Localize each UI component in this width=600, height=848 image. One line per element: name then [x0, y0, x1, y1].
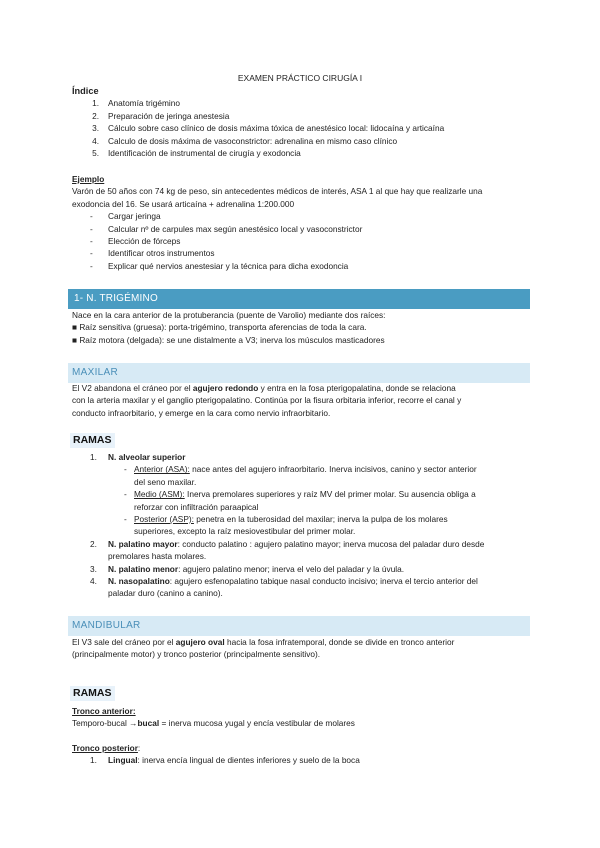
tronco-posterior: [72, 742, 528, 767]
list-item: 4. N. nasopalatino: agujero esfenopalatino tabique nasal conducto incisivo; inerva el tercio anterior del: [90, 576, 478, 587]
mandibular-text: [72, 636, 528, 661]
subheading: Tronco posterior:: [72, 743, 141, 753]
list-item: - Medio (ASM): Inerva premolares superiores y raíz MV del primer molar. Su ausencia obliga a: [124, 489, 476, 500]
document-title: EXAMEN PRÁCTICO CIRUGÍA I: [237, 73, 363, 83]
list-item: 1. Anatomía trigémino: [92, 98, 180, 109]
list-item-continuation: paladar duro (canino a canino).: [108, 588, 223, 599]
index-heading: Índice: [72, 86, 99, 96]
list-item: - Cargar jeringa: [90, 211, 161, 222]
paragraph: ■ Raíz sensitiva (gruesa): porta-trigémino, transporta aferencias de toda la cara.: [72, 322, 367, 333]
section-band-maxilar: MAXILAR: [68, 363, 530, 383]
list-item: 1. N. alveolar superior: [90, 452, 186, 462]
section-band-mandibular: MANDIBULAR: [68, 616, 530, 636]
list-item: 3. Cálculo sobre caso clínico de dosis máxima tóxica de anestésico local: lidocaína y articaína: [92, 123, 445, 134]
paragraph: (principalmente motor) y tronco posterior (principalmente sensitivo).: [72, 649, 321, 660]
list-item: 4. Calculo de dosis máxima de vasoconstrictor: adrenalina en mismo caso clínico: [92, 135, 398, 146]
list-item-continuation: premolares hasta molares.: [108, 551, 207, 562]
trigemino-text: [72, 309, 528, 346]
paragraph: con la arteria maxilar y el ganglio pterigopalatino. Continúa por la fisura orbitaria inferior, recorre el canal y: [72, 395, 462, 406]
paragraph: El V2 abandona el cráneo por el agujero redondo y entra en la fosa pterigopalatina, donde se relaciona: [72, 383, 456, 393]
subheading: Tronco anterior:: [72, 706, 136, 716]
list-item: - Explicar qué nervios anestesiar y la técnica para dicha exodoncia: [90, 260, 349, 271]
list-item-continuation: reforzar con infiltración paraapical: [134, 501, 259, 512]
list-item: - Posterior (ASP): penetra en la tuberosidad del maxilar; inerva la pulpa de los molares: [124, 514, 448, 525]
ramas-heading: RAMAS: [70, 433, 115, 448]
example-task-list: [72, 210, 528, 272]
list-item-continuation: superiores, excepto la raíz mesiovestibular del primer molar.: [134, 526, 356, 537]
maxilar-text: [72, 382, 528, 419]
paragraph: Nace en la cara anterior de la protuberancia (puente de Varolio) mediante dos raíces:: [72, 310, 386, 320]
list-item: 5. Identificación de instrumental de cirugía y exodoncia: [92, 148, 301, 159]
index-list: [72, 97, 528, 159]
list-item: 2. N. palatino mayor: conducto palatino : agujero palatino mayor; inerva mucosa del paladar duro desde: [90, 538, 485, 549]
index-section: [72, 85, 528, 159]
ramas-mandibular: [72, 705, 528, 730]
list-item: - Identificar otros instrumentos: [90, 248, 215, 259]
paragraph: Temporo-bucal →bucal = inerva mucosa yugal y encía vestibular de molares: [72, 718, 355, 729]
paragraph: El V3 sale del cráneo por el agujero oval hacia la fosa infratemporal, donde se divide en tronco anterior: [72, 637, 455, 647]
section-band-trigemino: 1- N. TRIGÉMINO: [68, 289, 530, 309]
example-heading: Ejemplo: [72, 174, 105, 184]
list-item-continuation: del seno maxilar.: [134, 476, 197, 487]
list-item: 1. Lingual: inerva encía lingual de dientes inferiores y suelo de la boca: [90, 755, 360, 766]
list-item: - Anterior (ASA): nace antes del agujero infraorbitario. Inerva incisivos, canino y sector anterior: [124, 464, 477, 475]
list-item: - Elección de fórceps: [90, 236, 181, 247]
paragraph: ■ Raíz motora (delgada): se une distalmente a V3; inerva los músculos masticadores: [72, 334, 385, 345]
paragraph: conducto infraorbitario, y emerge en la cara como nervio infraorbitario.: [72, 407, 331, 418]
ramas-heading: RAMAS: [70, 686, 115, 701]
example-text: Varón de 50 años con 74 kg de peso, sin antecedentes médicos de interés, ASA 1 al que hay que realizarle una: [72, 186, 483, 197]
ramas-maxilar-list: [72, 451, 528, 600]
list-item: - Calcular nº de carpules max según anestésico local y vasoconstrictor: [90, 223, 363, 234]
example-section: [72, 173, 528, 272]
list-item: 3. N. palatino menor: agujero palatino menor; inerva el velo del paladar y la úvula.: [90, 563, 405, 574]
example-text: exodoncia del 16. Se usará articaína + adrenalina 1:200.000: [72, 198, 295, 209]
list-item: 2. Preparación de jeringa anestesia: [92, 110, 230, 121]
